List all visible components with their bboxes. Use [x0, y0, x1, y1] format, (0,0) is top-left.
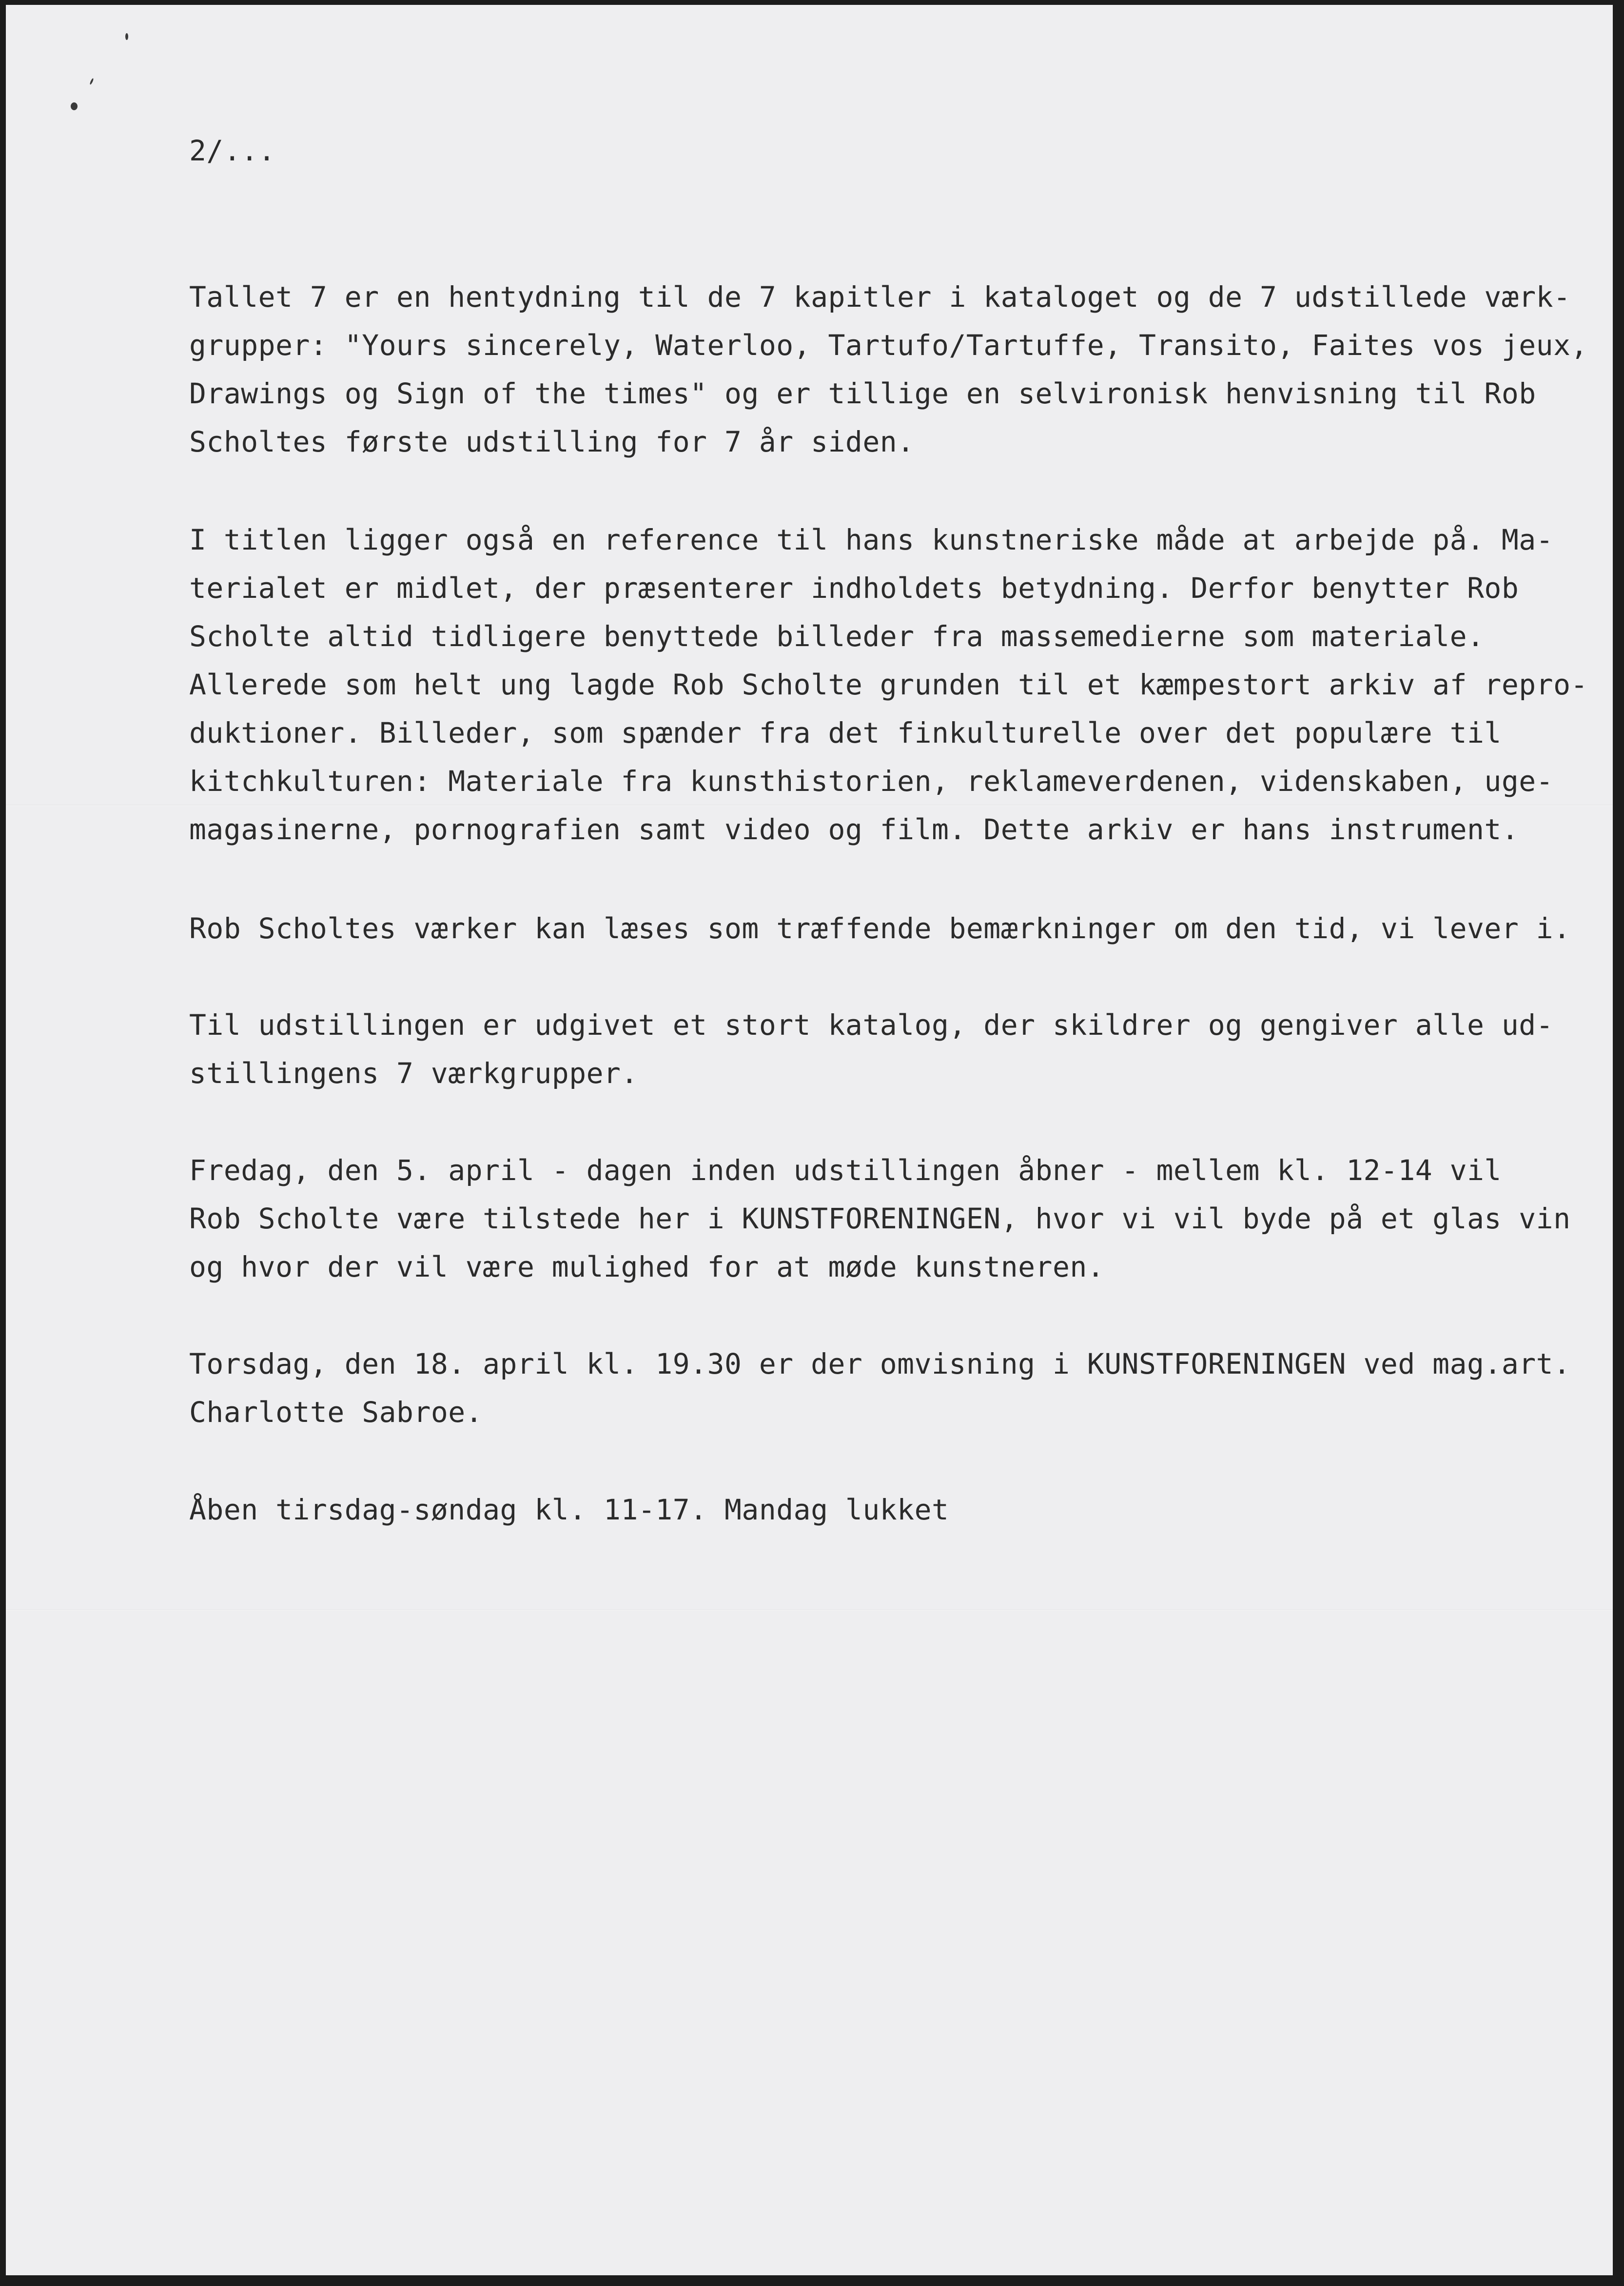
paragraph-works-remarks: Rob Scholtes værker kan læses som træffende bemærkninger om den tid, vi lever i. [189, 912, 1571, 945]
staple-hole-mark [89, 78, 94, 85]
paragraph-title-meaning: Tallet 7 er en hentydning til de 7 kapitler i kataloget og de 7 udstillede værk- grupper: "Yours sincerely, Waterloo, Tartufo/Tartuffe, Transito, Faites vos jeux, Drawings og Sign of the times" og er tillige en selvironisk henvisning til Rob Scholtes første udstilling for 7 år siden. [189, 280, 1588, 458]
paragraph-opening-hours: Åben tirsdag-søndag kl. 11-17. Mandag lukket [189, 1493, 949, 1526]
staple-hole-mark [71, 102, 78, 110]
paper-fold-line [6, 1609, 1613, 1611]
letter-page [6, 5, 1613, 2275]
paragraph-artistic-method: I titlen ligger også en reference til hans kunstneriske måde at arbejde på. Ma- terialet er midlet, der præsenterer indholdets betydning. Derfor benytter Rob Scholte altid tidligere benyttede billeder fra massemedierne som materiale. Allerede som helt ung lagde Rob Scholte grunden til et kæmpestort arkiv af repro- duktioner. Billeder, som spænder fra det finkulturelle over det populære til kitchkulturen: Materiale fra kunsthistorien, reklameverdenen, videnskaben, uge- magasinerne, pornografien samt video og film. Dette arkiv er hans instrument. [189, 523, 1588, 846]
paragraph-catalogue: Til udstillingen er udgivet et stort katalog, der skildrer og gengiver alle ud- stillingens 7 værkgrupper. [189, 1008, 1554, 1090]
paragraph-guided-tour: Torsdag, den 18. april kl. 19.30 er der omvisning i KUNSTFORENINGEN ved mag.art. Charlotte Sabroe. [189, 1347, 1571, 1429]
staple-hole-mark [125, 33, 128, 40]
page-continuation-marker: 2/... [189, 134, 276, 167]
paragraph-artist-meeting: Fredag, den 5. april - dagen inden udstillingen åbner - mellem kl. 12-14 vil Rob Scholte være tilstede her i KUNSTFORENINGEN, hvor vi vil byde på et glas vin og hvor der vil være mulighed for at møde kunstneren. [189, 1154, 1571, 1283]
